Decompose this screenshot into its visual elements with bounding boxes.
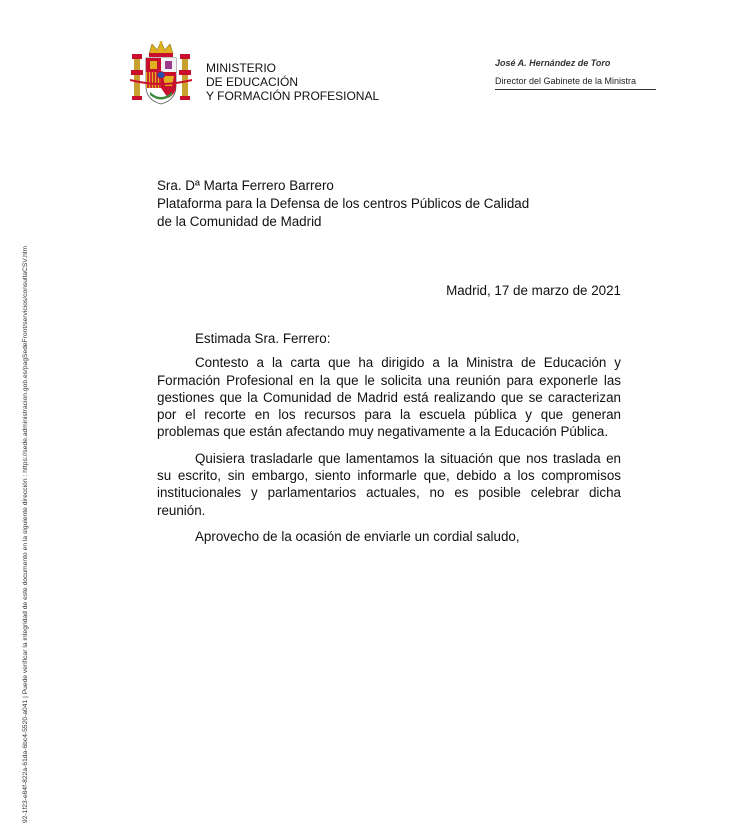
ministry-line-3: Y FORMACIÓN PROFESIONAL	[206, 89, 380, 103]
letter-date: Madrid, 17 de marzo de 2021	[446, 283, 621, 298]
ministry-line-2: DE EDUCACIÓN	[206, 75, 299, 89]
recipient-line-2: Plataforma para la Defensa de los centros Públicos de Calidad	[157, 196, 530, 211]
ministry-line-1: MINISTERIO	[206, 61, 277, 75]
paragraph-1: Contesto a la carta que ha dirigido a la Ministra de Educación y Formación Profesional en la que le solicita una reunión para exponerle las gestiones que la Comunidad de Madrid está realizando que se caracterizan por el recorte en los recursos para la escuela pública y que generan problemas que están afectando muy negativamente a la Educación Pública.	[157, 355, 621, 440]
official-signature-block	[495, 58, 656, 90]
letter-body	[157, 330, 621, 554]
recipient-line-1: Sra. Dª Marta Ferrero Barrero	[157, 178, 334, 193]
csv-verification-note: 92-1f23-e84f-822a-61da-6bc4-5520-a041 | Puede verificar la integridad de este documento en la siguiente dirección : https://sede.administracion.gob.es/pagSedeFront/servicios/consultaCSV.htm	[22, 245, 29, 823]
official-name: José A. Hernández de Toro	[495, 58, 611, 68]
ministry-name	[206, 61, 379, 103]
salutation: Estimada Sra. Ferrero:	[195, 331, 331, 346]
paragraph-closing: Aprovecho de la ocasión de enviarle un cordial saludo,	[195, 528, 520, 544]
recipient-line-3: de la Comunidad de Madrid	[157, 214, 322, 229]
paragraph-2: Quisiera trasladarle que lamentamos la situación que nos traslada en su escrito, sin embargo, siento informarle que, debido a los compromisos institucionales y parlamentarios actuales, no es posible celebrar dicha reunión.	[157, 450, 621, 518]
recipient-address	[157, 177, 529, 231]
official-role: Director del Gabinete de la Ministra	[495, 76, 637, 86]
spanish-coat-of-arms-icon	[130, 40, 192, 108]
